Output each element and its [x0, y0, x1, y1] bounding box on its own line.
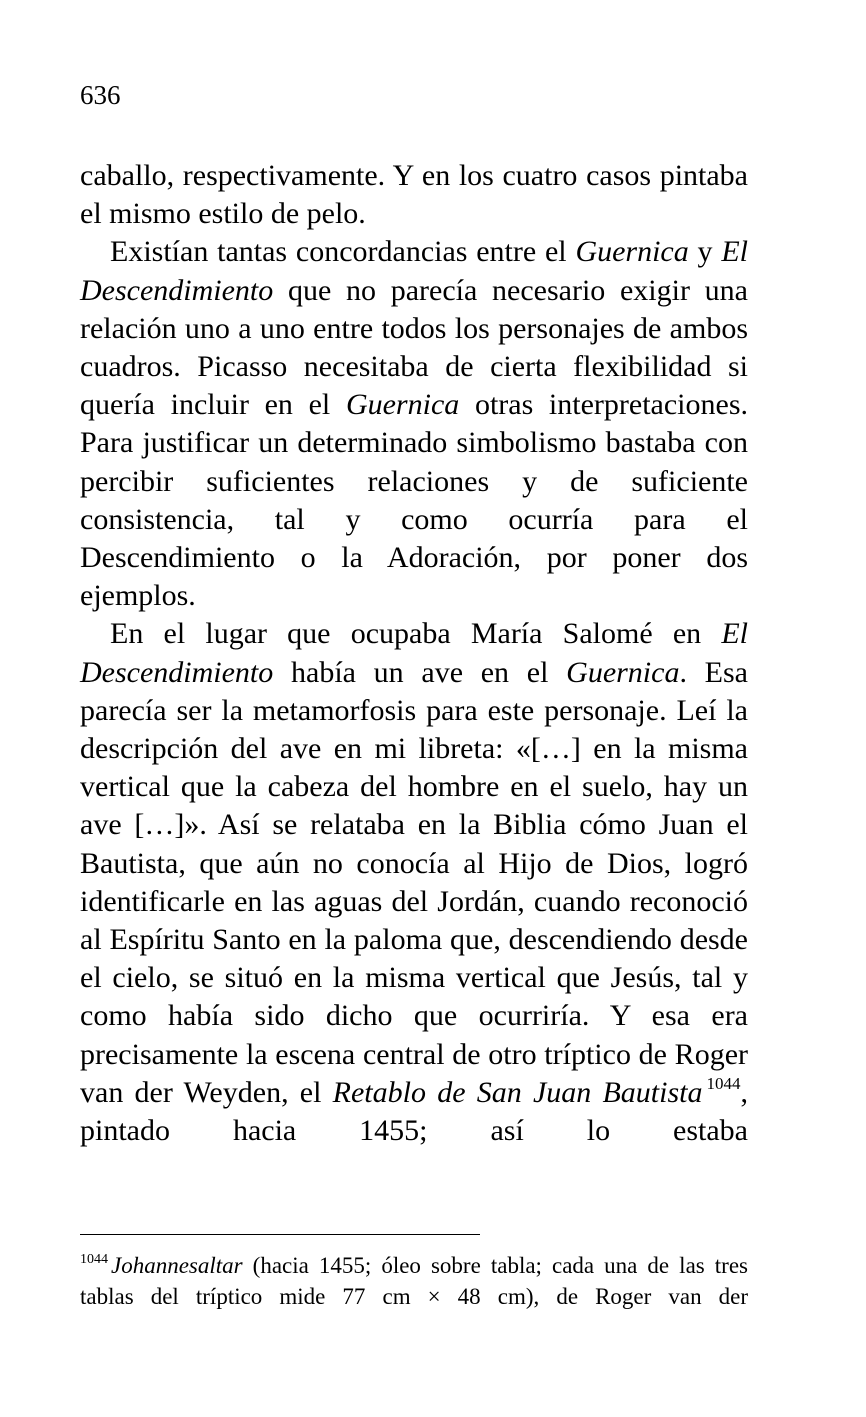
footnote-reference[interactable]: 1044 [706, 1073, 741, 1093]
footnote-text: (hacia 1455; óleo sobre tabla; cada una de las tres tablas del tríptico mide 77 cm × 48 cm), de Roger van der [80, 1253, 748, 1309]
italic-title: Guernica [575, 235, 689, 269]
paragraph [80, 615, 748, 1150]
text-run: y [688, 235, 722, 269]
page-number: 636 [80, 80, 121, 110]
italic-title: El Descendimiento [80, 617, 748, 689]
text-run: . Esa parecía ser la metamorfosis para este personaje. Leí la descripción del ave en mi libreta: «[…] en la misma vertical que la cabeza del hombre en el suelo, hay un ave […]». Así se relataba en la Biblia cómo Juan el Bautista, que aún no conocía al Hijo de Dios, logró identificarle en las aguas del Jordán, cuando reconoció al Espíritu Santo en la paloma que, descendiendo desde el cielo, se situó en la misma vertical que Jesús, tal y como había sido dicho que ocurriría. Y esa era precisamente la escena central de otro tríptico de Roger van der Weyden, el [80, 655, 749, 1109]
text-run: En el lugar que ocupaba María Salomé en [110, 617, 722, 651]
italic-title: Guernica [566, 655, 680, 689]
italic-title: El Descendimiento [80, 235, 749, 307]
text-run: , pintado hacia 1455; así lo estaba [80, 1075, 748, 1148]
paragraph [80, 233, 748, 615]
footnote-title: Johannesaltar [111, 1253, 243, 1278]
footnote-number: 1044 [80, 1252, 108, 1267]
text-run: otras interpretaciones. Para justificar un determinado simbolismo bastaba con percibir suficientes relaciones y de suficiente consistencia, tal y como ocurría para el Descendimiento o la Adoración, por poner dos ejemplos. [80, 388, 749, 613]
footnote [80, 1250, 748, 1312]
paragraph [80, 157, 748, 233]
text-run: Existían tantas concordancias entre el [110, 235, 576, 269]
text-run: había un ave en el [273, 655, 567, 689]
italic-title: Guernica [345, 388, 460, 422]
body-text [80, 157, 748, 1150]
footnote-divider [80, 1234, 480, 1235]
text-run: que no parecía necesario exigir una relación uno a uno entre todos los personajes de ambos cuadros. Picasso necesitaba de cierta flexibilidad si quería incluir en el [80, 273, 748, 422]
paragraph-text: caballo, respectivamente. Y en los cuatro casos pintaba el mismo estilo de pelo. [80, 159, 748, 231]
italic-title: Retablo de San Juan Bautista [332, 1075, 703, 1109]
